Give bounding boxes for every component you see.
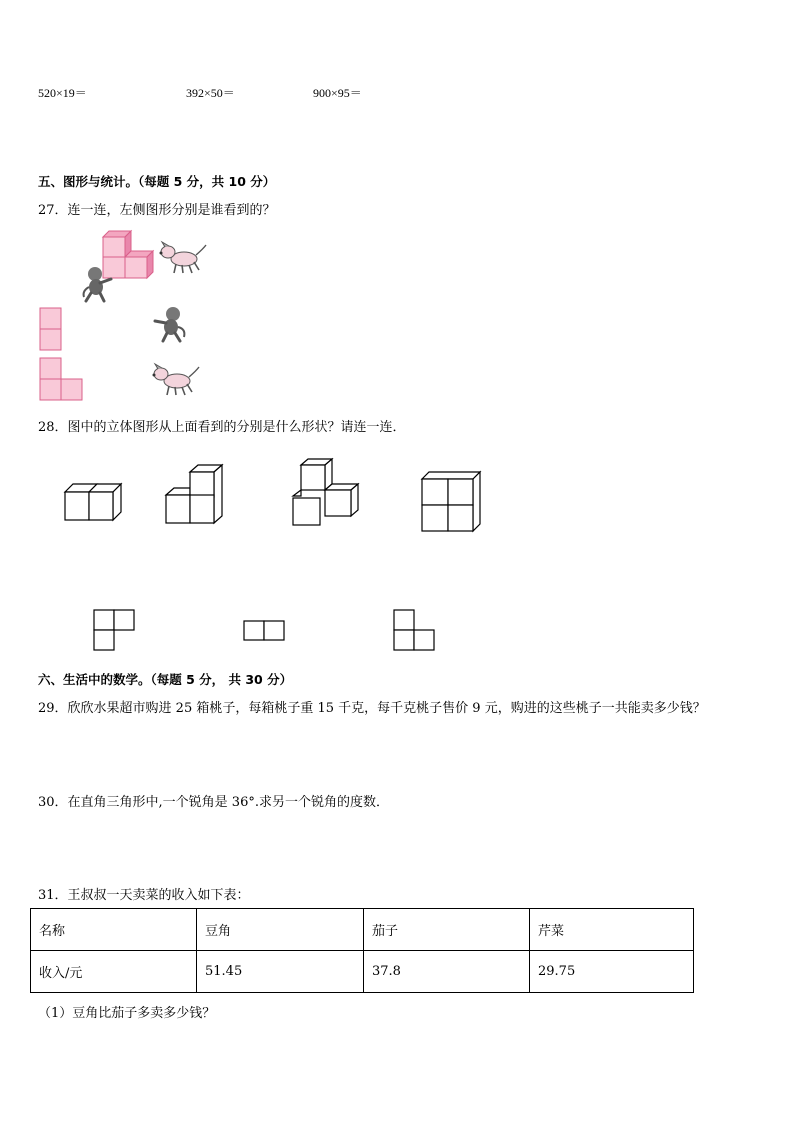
view-l-shape xyxy=(39,357,83,401)
solid-figure-2 xyxy=(165,464,227,526)
question-27: 27．连一连，左侧图形分别是谁看到的？ xyxy=(38,203,276,218)
calc-item-2: 392×50＝ xyxy=(186,86,235,100)
top-view-1 xyxy=(93,609,137,651)
table-header-cell: 芹菜 xyxy=(530,909,694,951)
top-view-2 xyxy=(243,620,287,642)
monkey-icon xyxy=(153,305,189,343)
question-30: 30．在直角三角形中,一个锐角是 36°.求另一个锐角的度数． xyxy=(38,795,389,810)
table-header-cell: 茄子 xyxy=(364,909,530,951)
section-5-title: 五、图形与统计。（每题 5 分，共 10 分） xyxy=(38,174,276,189)
solid-figure-4 xyxy=(420,471,484,533)
table-cell: 收入/元 xyxy=(31,951,197,993)
monkey-figure xyxy=(80,265,114,303)
revenue-table xyxy=(30,908,694,993)
question-31-part-1: （1）豆角比茄子多卖多少钱？ xyxy=(38,1006,216,1021)
calc-item-1: 520×19＝ xyxy=(38,86,87,100)
question-31: 31．王叔叔一天卖菜的收入如下表： xyxy=(38,888,250,903)
section-6-title: 六、生活中的数学。（每题 5 分， 共 30 分） xyxy=(38,672,293,687)
table-header-cell: 名称 xyxy=(31,909,197,951)
table-cell: 37.8 xyxy=(364,951,530,993)
dog-icon xyxy=(151,363,201,397)
table-cell: 29.75 xyxy=(530,951,694,993)
solid-figure-3 xyxy=(292,458,362,528)
table-header-cell: 豆角 xyxy=(197,909,364,951)
table-cell: 51.45 xyxy=(197,951,364,993)
question-28: 28．图中的立体图形从上面看到的分别是什么形状？请连一连． xyxy=(38,420,406,435)
question-29: 29．欣欣水果超市购进 25 箱桃子，每箱桃子重 15 千克，每千克桃子售价 9 元，购进的这些桃子一共能卖多少钱？ xyxy=(38,701,706,716)
view-two-vertical xyxy=(39,307,63,351)
dog-figure xyxy=(158,241,208,275)
top-view-3 xyxy=(393,609,437,651)
table-header-row xyxy=(31,909,694,951)
table-row xyxy=(31,951,694,993)
calc-item-3: 900×95＝ xyxy=(313,86,362,100)
solid-figure-1 xyxy=(64,478,126,522)
